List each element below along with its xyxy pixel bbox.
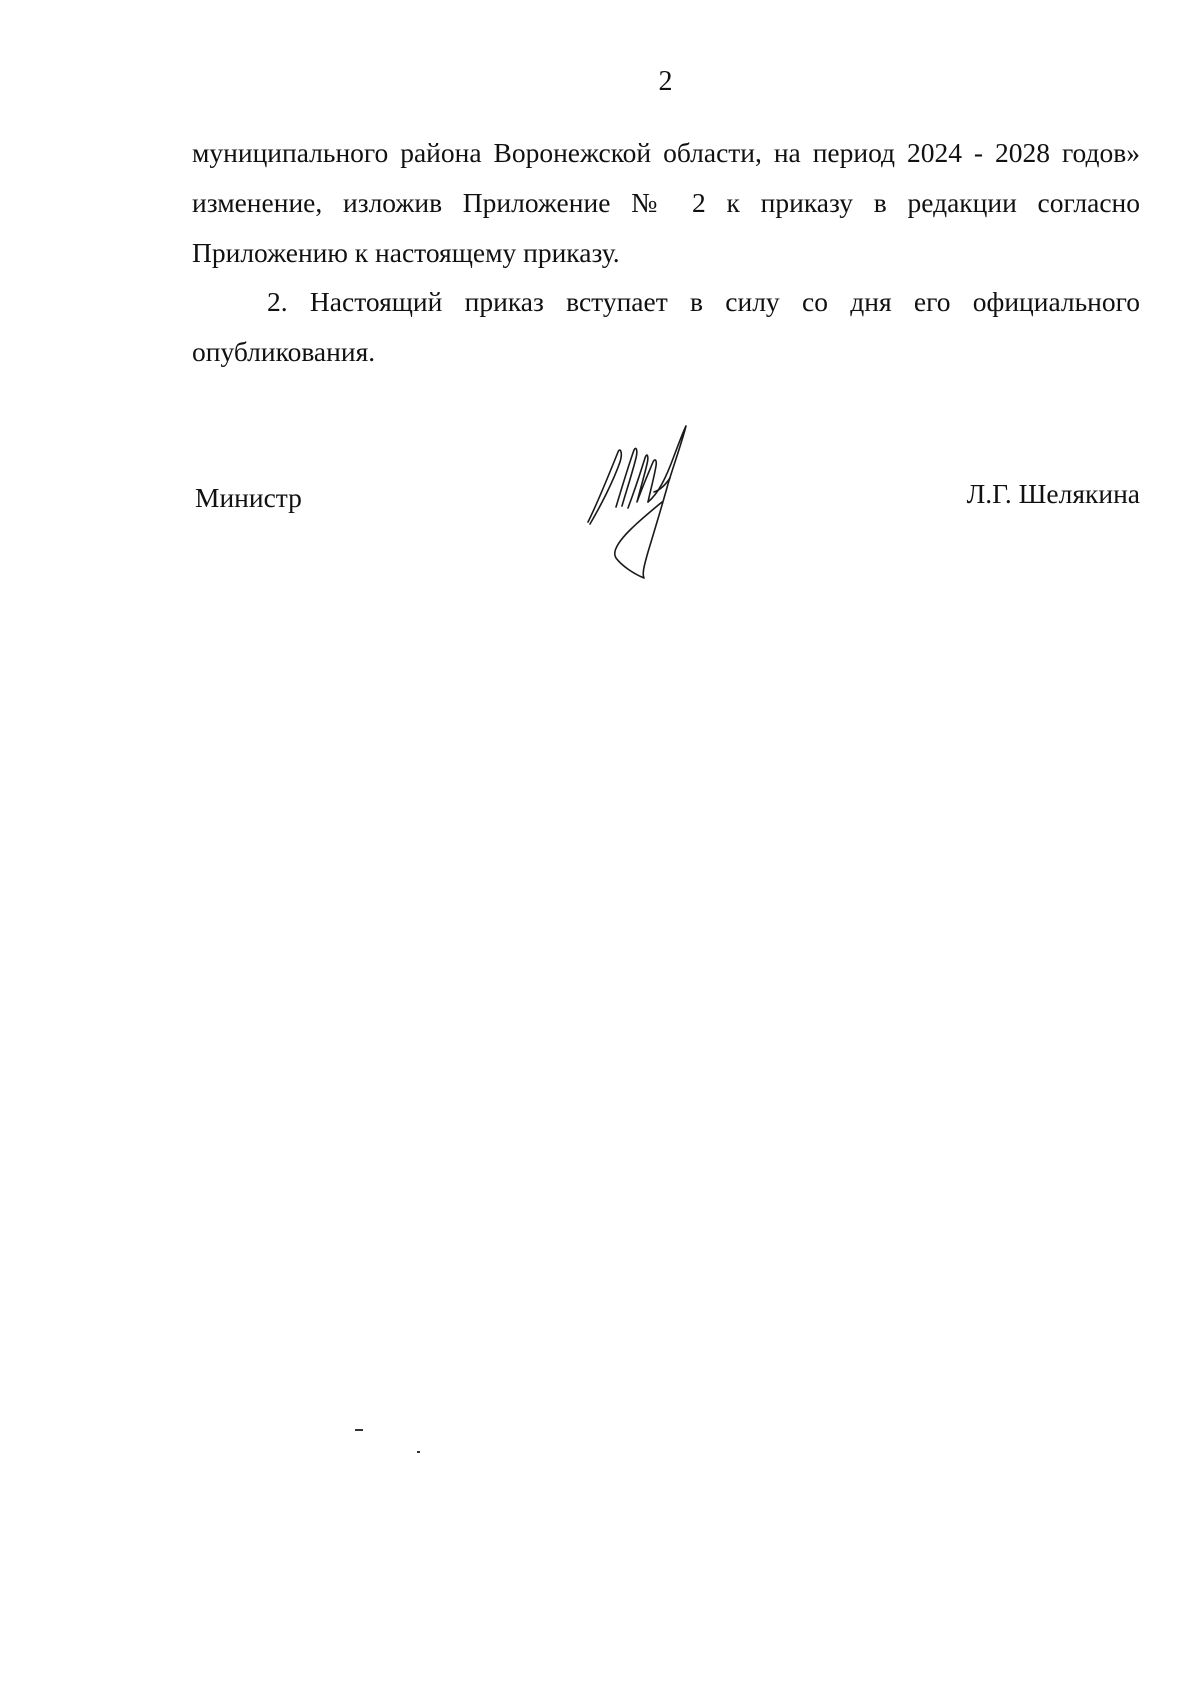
text-line: опубликования. [192, 336, 376, 367]
text-line: 2. Настоящий приказ вступает в силу со дня его официального [267, 286, 1140, 317]
page-number: 2 [658, 66, 673, 97]
paragraph-item-2 [192, 277, 1140, 377]
signer-name: Л.Г. Шелякина [966, 478, 1140, 509]
text-line: муниципального района Воронежской области, на период 2024 - 2028 годов» [192, 137, 1140, 168]
scan-artifact [355, 1429, 363, 1431]
scan-artifact [417, 1451, 420, 1453]
text-line: изменение, изложив Приложение № 2 к приказу в редакции согласно [192, 187, 1140, 218]
handwritten-signature [578, 422, 708, 587]
paragraph-continuation [192, 128, 1140, 278]
position-title: Министр [195, 482, 302, 513]
text-line: Приложению к настоящему приказу. [192, 237, 620, 268]
